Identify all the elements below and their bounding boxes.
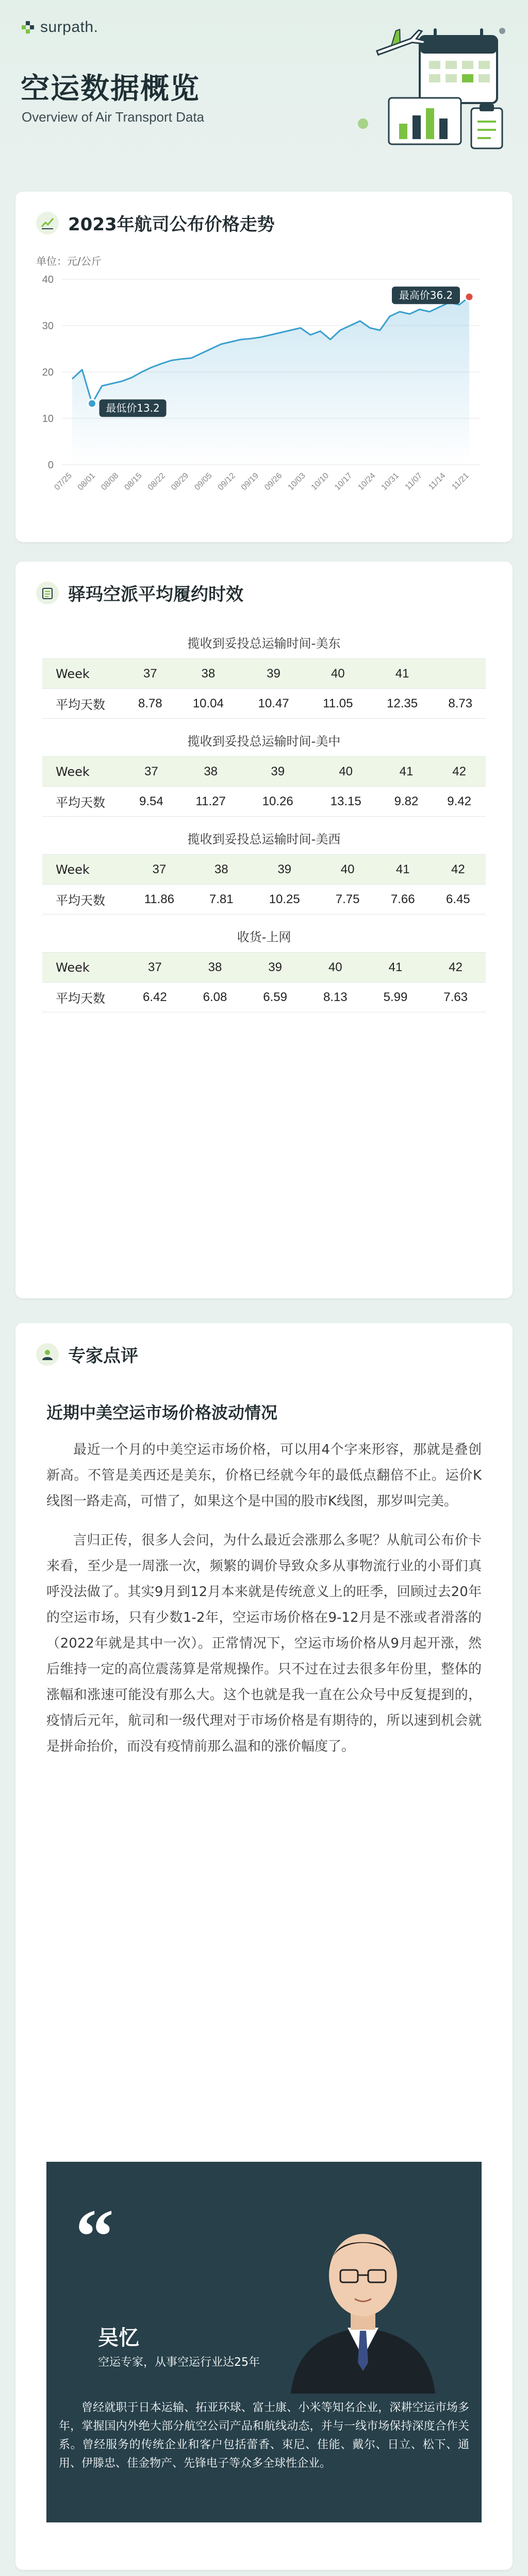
table-cell: 6.42 [125,982,185,1012]
table-row [42,982,486,1012]
table-cell: 38 [185,953,245,982]
logo-text: surpath. [40,19,98,36]
x-tick-label: 07/25 [53,471,74,493]
table-caption: 揽收到妥投总运输时间-美中 [187,734,341,749]
table-cell: 7.81 [194,885,249,914]
x-tick-label: 11/21 [450,471,471,492]
min-price-label: 最低价13.2 [106,402,160,415]
table-cell: 38 [176,659,241,689]
x-tick-label: 08/29 [169,471,191,493]
table-cell: 42 [425,953,486,982]
x-tick-label: 08/15 [123,471,144,493]
y-tick-label: 10 [42,413,54,425]
table-cell: 10.25 [249,885,320,914]
row-header: 平均天数 [42,982,125,1012]
table-cell: 37 [125,953,185,982]
max-price-label: 最高价36.2 [399,289,453,302]
row-header: Week [42,855,125,885]
table-cell: 40 [320,855,375,885]
table-cell: 7.75 [320,885,375,914]
user-icon [36,1343,59,1366]
page-title: 空运数据概览 [21,72,200,106]
table-cell: 41 [370,659,435,689]
table-cell: 10.47 [241,689,306,719]
table-cell: 42 [433,757,486,787]
table-caption: 收货-上网 [237,930,291,944]
x-tick-label: 09/12 [216,471,237,493]
table-cell: 40 [306,659,370,689]
price-trend-title: 2023年航司公布价格走势 [68,214,275,235]
table-row [42,787,486,817]
x-tick-label: 09/19 [239,471,261,493]
table-cell: 11.86 [125,885,194,914]
y-axis-unit-label: 单位：元/公斤 [36,255,102,267]
table-cell: 37 [125,855,194,885]
table-cell: 9.42 [433,787,486,817]
row-header: 平均天数 [42,689,125,719]
row-header: 平均天数 [42,885,125,914]
x-tick-label: 09/05 [193,471,214,493]
expert-subheading: 近期中美空运市场价格波动情况 [46,1403,278,1422]
table-cell: 9.82 [380,787,433,817]
x-tick-label: 10/31 [380,471,401,493]
row-header: 平均天数 [42,787,125,817]
table-cell: 39 [245,953,305,982]
x-tick-label: 10/24 [356,471,377,493]
expert-title: 专家点评 [68,1346,138,1366]
timing-table-block [42,719,486,817]
y-tick-label: 40 [42,274,54,285]
table-cell: 37 [125,659,176,689]
table-cell: 40 [312,757,380,787]
hero-illustration [342,21,513,155]
y-tick-label: 20 [42,367,54,378]
table-cell: 9.54 [125,787,178,817]
table-cell: 39 [241,659,306,689]
table-cell: 6.45 [431,885,486,914]
table-cell: 42 [431,855,486,885]
timing-table [42,854,486,914]
table-cell: 6.59 [245,982,305,1012]
price-area [72,297,469,465]
delivery-time-card [15,562,513,1298]
table-cell: 10.26 [244,787,312,817]
table-row [42,953,486,982]
expert-name: 吴忆 [98,2326,139,2350]
quote-icon: “ [75,2194,114,2279]
x-tick-label: 08/22 [146,471,168,493]
table-cell: 7.66 [375,885,431,914]
clipboard-icon [36,582,59,604]
x-tick-label: 11/14 [427,471,448,492]
table-cell: 37 [125,757,178,787]
x-tick-label: 10/10 [309,471,331,493]
timing-table-block [42,817,486,914]
table-cell: 13.15 [312,787,380,817]
table-cell: 39 [244,757,312,787]
expert-profile [46,2162,482,2522]
timing-table-block [42,914,486,1012]
table-cell: 40 [305,953,366,982]
timing-table [42,756,486,817]
timing-table-block [42,621,486,719]
brand-logo[interactable] [21,19,98,36]
table-row [42,689,486,719]
table-cell: 39 [249,855,320,885]
expert-paragraph: 最近一个月的中美空运市场价格，可以用4个字来形容，那就是叠创新高。不管是美西还是美东，价格已经就今年的最低点翻倍不止。运价K线图一路走高，可惜了，如果这个是中国的股市K线图，那岁叫完美。 [46,1442,482,1509]
expert-bio: 曾经就职于日本运输、拓亚环球、富士康、小米等知名企业，深耕空运市场多年，掌握国内外绝大部分航空公司产品和航线动态，并与一线市场保持深度合作关系。曾经服务的传统企业和客户包括蕾香、束尼、佳能、戴尔、日立、松下、通用、伊滕忠、佳金物产、先锋电子等众多全球性企业。 [59,2401,469,2470]
y-tick-label: 30 [42,320,54,332]
row-header: Week [42,953,125,982]
table-row [42,659,486,689]
clipboard-icon [471,104,502,148]
table-cell: 7.63 [425,982,486,1012]
x-tick-label: 08/08 [100,471,121,493]
table-cell: 38 [194,855,249,885]
x-tick-label: 11/07 [403,471,424,492]
table-cell: 8.78 [125,689,176,719]
table-cell: 8.73 [435,689,486,719]
table-cell: 41 [380,757,433,787]
timing-table [42,952,486,1012]
calendar-icon [420,30,497,103]
table-caption: 揽收到妥投总运输时间-美西 [187,832,341,846]
table-cell: 8.13 [305,982,366,1012]
table-cell: 12.35 [370,689,435,719]
table-cell: 11.05 [306,689,370,719]
price-line-chart [15,248,513,537]
table-cell: 10.04 [176,689,241,719]
expert-review-card [15,1323,513,2570]
delivery-time-title: 驿玛空派平均履约时效 [68,584,243,605]
expert-paragraph: 言归正传，很多人会问，为什么最近会涨那么多呢？从航司公布价卡来看，至少是一周涨一次，频繁的调价导致众多从事物流行业的小哥们真呼没法做了。其实9月到12月本来就是传统意义上的旺季，回顾过去20年的空运市场，只有少数1-2年，空运市场价格在9-12月是不涨或者滑落的（2022年就是其中一次）。正常情况下，空运市场价格从9月起开涨，然后维持一定的高位震荡算是常规操作。只不过在过去很多年份里，整体的涨幅和涨速可能没有那么大。这个也就是我一直在公众号中反复提到的，疫情后元年，航司和一级代理对于市场价格是有期待的，所以速到机会就是拼命抬价，而没有疫情前那么温和的涨价幅度了。 [46,1533,482,1754]
min-price-point [88,399,96,408]
logo-mark-icon [21,20,35,35]
timing-table [42,658,486,719]
table-row [42,757,486,787]
x-tick-label: 10/03 [286,471,307,493]
y-tick-label: 0 [47,460,54,471]
x-tick-label: 10/17 [333,471,354,493]
line-chart-icon [36,212,59,234]
x-tick-label: 08/01 [76,471,97,493]
bar-chart-icon [389,98,461,144]
expert-portrait [260,2193,466,2394]
table-caption: 揽收到妥投总运输时间-美东 [187,636,341,651]
expert-role: 空运专家，从事空运行业达25年 [98,2356,260,2369]
airplane-icon [373,23,426,60]
table-cell: 41 [366,953,426,982]
x-tick-label: 09/26 [263,471,284,493]
table-row [42,885,486,914]
table-cell: 5.99 [366,982,426,1012]
max-price-point [465,293,473,301]
page-subtitle: Overview of Air Transport Data [22,109,205,125]
price-trend-card [15,192,513,542]
hero-banner [0,0,528,170]
table-cell: 38 [178,757,244,787]
table-cell: 11.27 [178,787,244,817]
table-cell [435,659,486,689]
table-cell: 41 [375,855,431,885]
row-header: Week [42,659,125,689]
table-cell: 6.08 [185,982,245,1012]
table-row [42,855,486,885]
row-header: Week [42,757,125,787]
